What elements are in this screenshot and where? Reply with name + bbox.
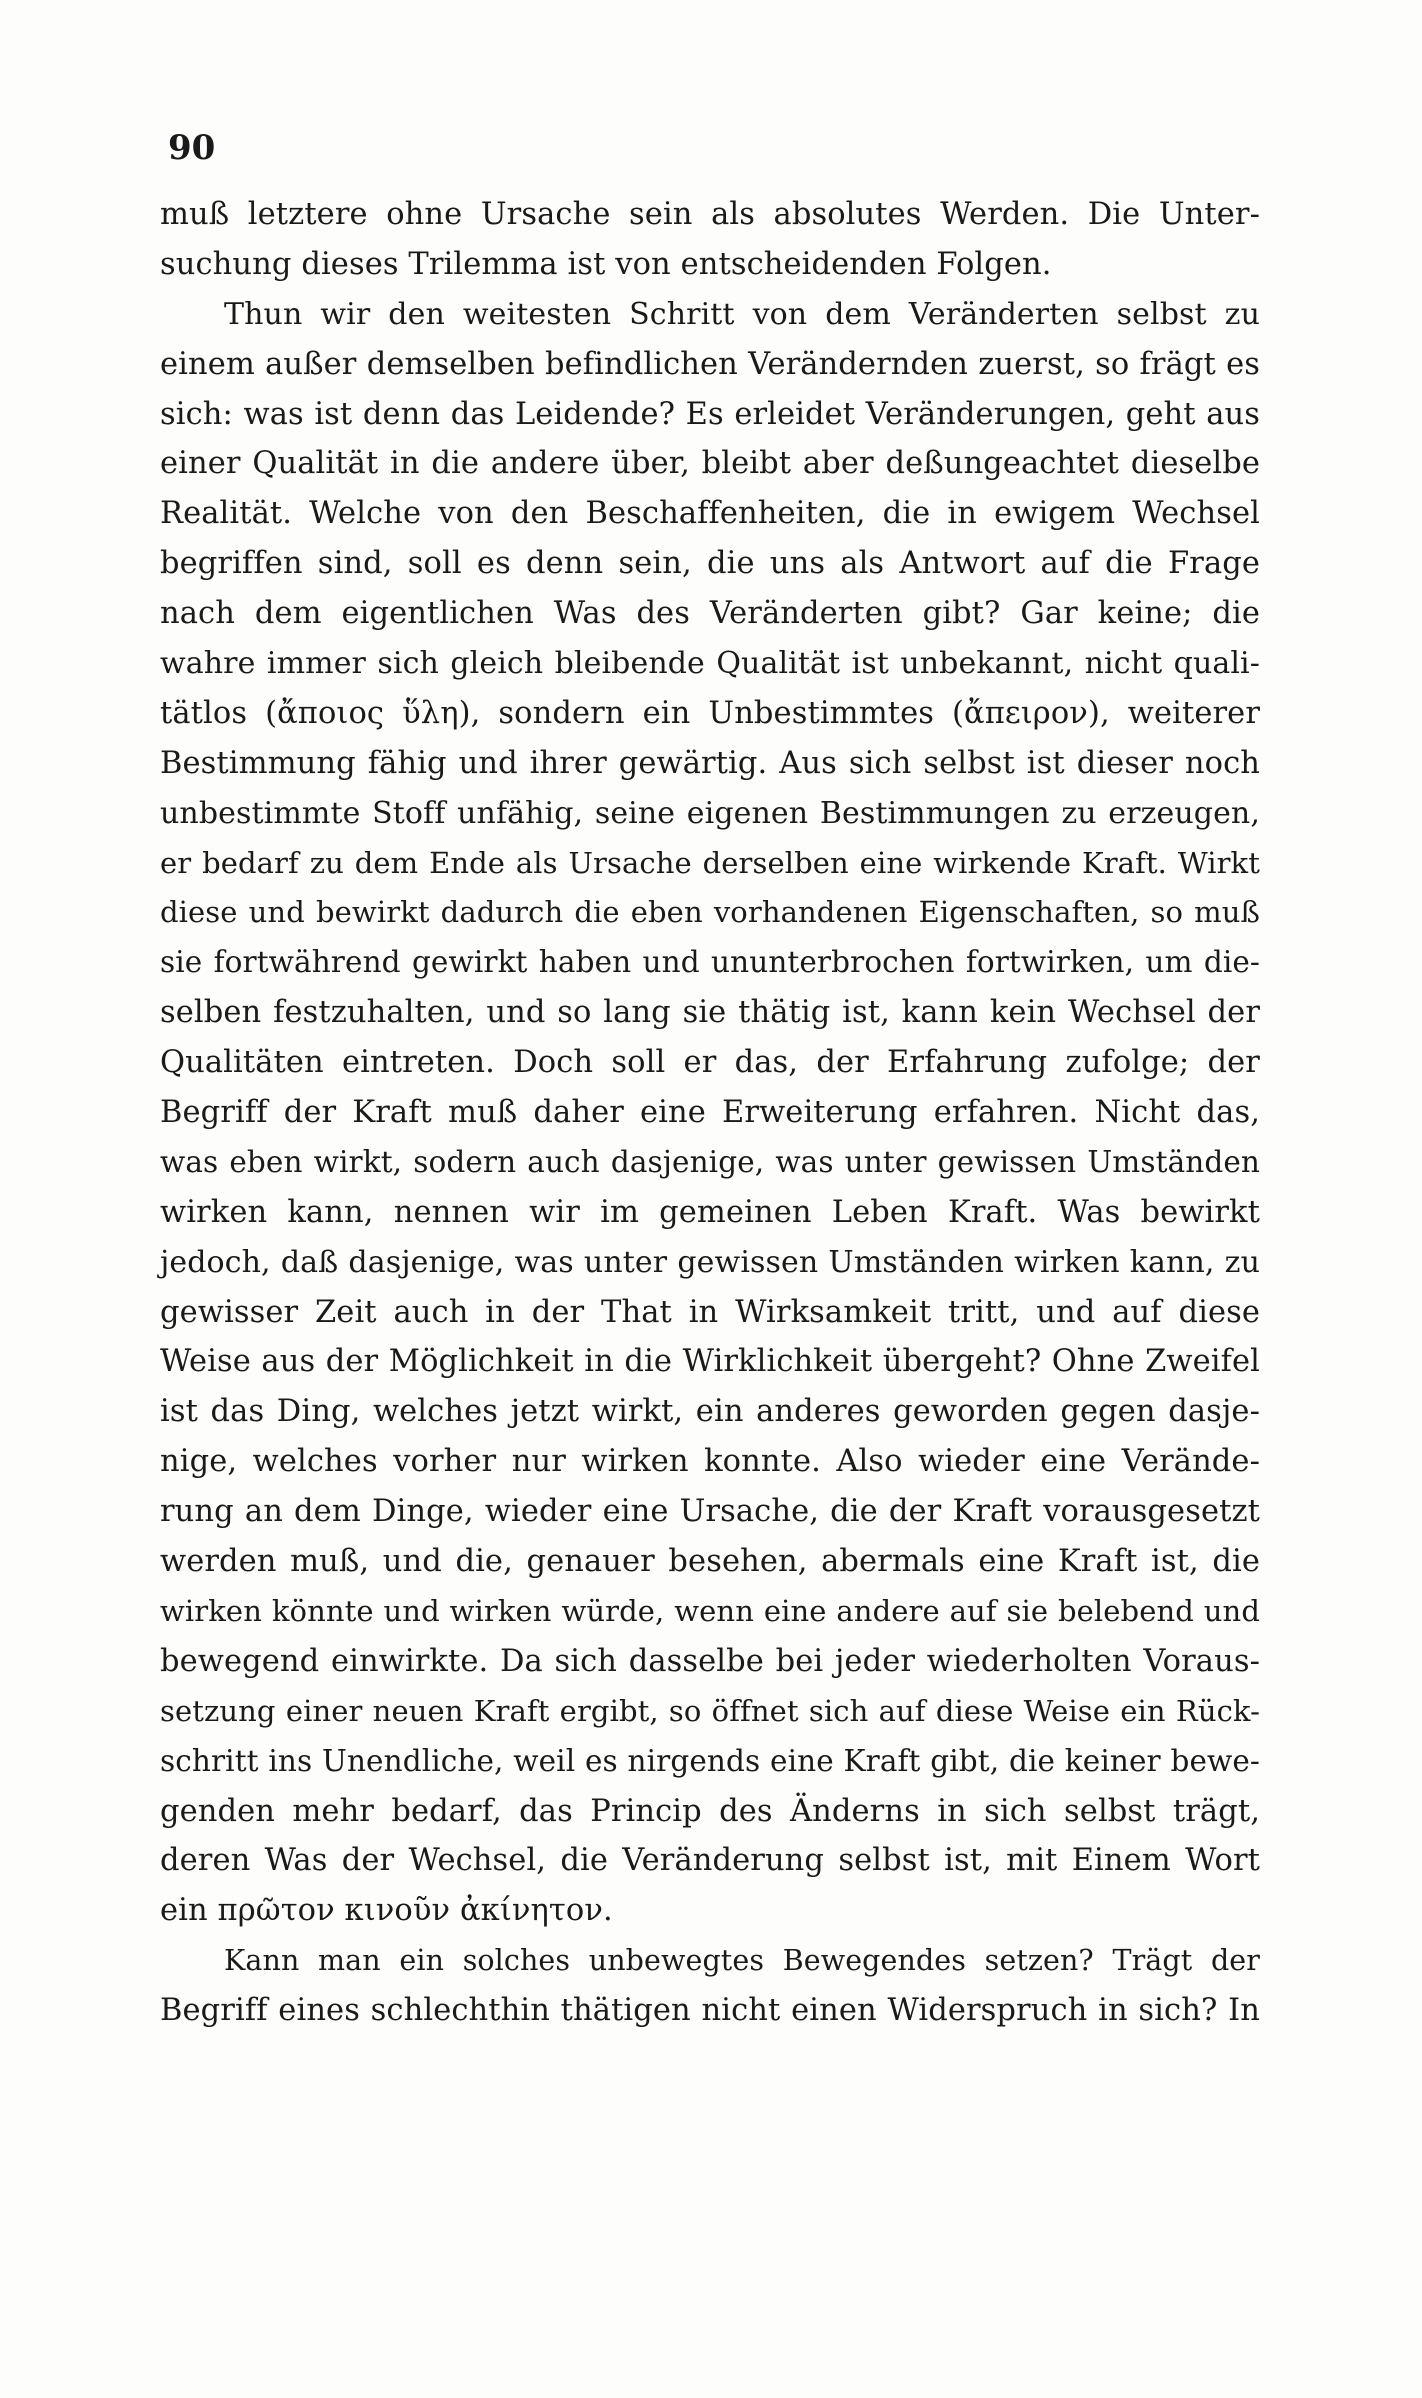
text-line: jedoch, daß dasjenige, was unter gewissen Umständen wirken kann, zu (160, 1244, 1260, 1280)
text-line: einem außer demselben befindlichen Verändernden zuerst, so frägt es (160, 346, 1260, 382)
text-line: sich: was ist denn das Leidende? Es erleidet Veränderungen, geht aus (160, 396, 1260, 432)
text-line: bewegend einwirkte. Da sich dasselbe bei jeder wiederholten Voraus- (160, 1643, 1260, 1679)
text-line: suchung dieses Trilemma ist von entscheidenden Folgen. (160, 246, 1052, 282)
text-line: nige, welches vorher nur wirken konnte. Also wieder eine Verände- (160, 1444, 1260, 1480)
page-number: 90 (168, 128, 216, 168)
text-line: muß letztere ohne Ursache sein als absolutes Werden. Die Unter- (160, 197, 1260, 232)
text-line: nach dem eigentlichen Was des Veränderten gibt? Gar keine; die (160, 596, 1260, 632)
text-line: wirken kann, nennen wir im gemeinen Leben Kraft. Was bewirkt (160, 1194, 1260, 1230)
text-line: er bedarf zu dem Ende als Ursache derselben eine wirkende Kraft. Wirkt (160, 845, 1260, 880)
text-line: deren Was der Wechsel, die Veränderung selbst ist, mit Einem Wort (160, 1843, 1260, 1879)
text-line: wahre immer sich gleich bleibende Qualität ist unbekannt, nicht quali- (160, 646, 1260, 682)
text-line: ein πρῶτον κινοῦν ἀκίνητον. (160, 1893, 613, 1929)
text-line: Kann man ein solches unbewegtes Bewegendes setzen? Trägt der (224, 1944, 1260, 1978)
text-line: werden muß, und die, genauer besehen, abermals eine Kraft ist, die (160, 1544, 1260, 1580)
text-line: tätlos (ἄποιος ὕλη), sondern ein Unbestimmtes (ἄπειρον), weiterer (160, 695, 1260, 731)
text-line: Weise aus der Möglichkeit in die Wirklichkeit übergeht? Ohne Zweifel (160, 1344, 1260, 1380)
text-line: Begriff der Kraft muß daher eine Erweiterung erfahren. Nicht das, (160, 1095, 1260, 1131)
text-line: was eben wirkt, sodern auch dasjenige, was unter gewissen Umständen (160, 1144, 1260, 1179)
text-line: gewisser Zeit auch in der That in Wirksamkeit tritt, und auf diese (160, 1294, 1260, 1330)
text-line: schritt ins Unendliche, weil es nirgends eine Kraft gibt, die keiner bewe- (160, 1743, 1260, 1778)
text-line: wirken könnte und wirken würde, wenn eine andere auf sie belebend und (160, 1593, 1260, 1628)
text-line: Thun wir den weitesten Schritt von dem Veränderten selbst zu (224, 296, 1260, 332)
body-text (160, 190, 1260, 2036)
text-line: begriffen sind, soll es denn sein, die uns als Antwort auf die Frage (160, 546, 1260, 582)
text-line: genden mehr bedarf, das Princip des Änderns in sich selbst trägt, (160, 1793, 1260, 1829)
text-line: einer Qualität in die andere über, bleibt aber deßungeachtet dieselbe (160, 446, 1260, 482)
text-line: selben festzuhalten, und so lang sie thätig ist, kann kein Wechsel der (160, 995, 1260, 1031)
text-line: Realität. Welche von den Beschaffenheiten, die in ewigem Wechsel (160, 496, 1260, 532)
text-line: diese und bewirkt dadurch die eben vorhandenen Eigenschaften, so muß (160, 895, 1260, 930)
text-line: Begriff eines schlechthin thätigen nicht einen Widerspruch in sich? In (160, 1993, 1260, 2029)
text-line: rung an dem Dinge, wieder eine Ursache, die der Kraft vorausgesetzt (160, 1494, 1260, 1530)
text-line: Bestimmung fähig und ihrer gewärtig. Aus sich selbst ist dieser noch (160, 745, 1260, 781)
text-line: Qualitäten eintreten. Doch soll er das, der Erfahrung zufolge; der (160, 1045, 1260, 1081)
text-line: ist das Ding, welches jetzt wirkt, ein anderes geworden gegen dasje- (160, 1394, 1260, 1430)
text-line: sie fortwährend gewirkt haben und ununterbrochen fortwirken, um die- (160, 945, 1260, 980)
text-line: unbestimmte Stoff unfähig, seine eigenen Bestimmungen zu erzeugen, (160, 795, 1260, 831)
text-line: setzung einer neuen Kraft ergibt, so öffnet sich auf diese Weise ein Rück- (160, 1693, 1260, 1728)
